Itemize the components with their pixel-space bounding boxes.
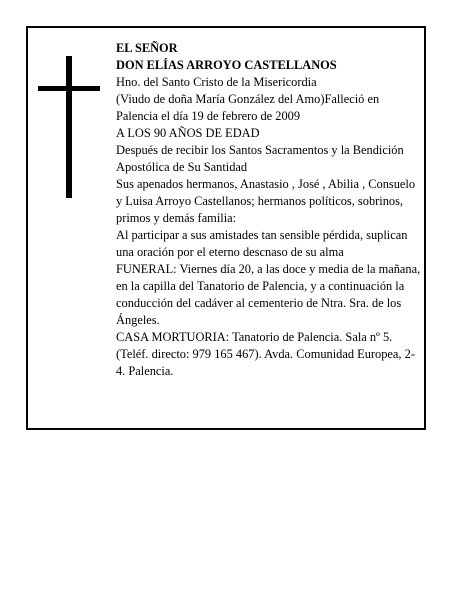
notice-title-line1: EL SEÑOR [116, 41, 178, 55]
notice-age: A LOS 90 AÑOS DE EDAD [116, 126, 260, 140]
obituary-notice [26, 26, 426, 430]
cross-icon-crossbar [38, 86, 100, 91]
notice-request: Al participar a sus amistades tan sensible pérdida, suplican una oración por el eterno descnaso de su alma [116, 228, 408, 259]
notice-brotherhood: Hno. del Santo Cristo de la Misericordia [116, 75, 317, 89]
notice-family: Sus apenados hermanos, Anastasio , José , Abilia , Consuelo y Luisa Arroyo Castellanos; hermanos políticos, sobrinos, primos y demás familia: [116, 177, 416, 225]
notice-death-info: (Viudo de doña María González del Amo)Falleció en Palencia el día 19 de febrero de 2009 [116, 92, 380, 123]
notice-sacraments: Después de recibir los Santos Sacramentos y la Bendición Apostólica de Su Santidad [116, 143, 404, 174]
notice-title-line2: DON ELÍAS ARROYO CASTELLANOS [116, 58, 337, 72]
notice-text [116, 40, 422, 380]
cross-icon [66, 56, 72, 198]
notice-mortuary: CASA MORTUORIA: Tanatorio de Palencia. Sala nº 5. (Teléf. directo: 979 165 467). Avda. Comunidad Europea, 2-4. Palencia. [116, 330, 415, 378]
notice-funeral: FUNERAL: Viernes día 20, a las doce y media de la mañana, en la capilla del Tanatorio de Palencia, y a continuación la conducción del cadáver al cementerio de Ntra. Sra. de los Ángeles. [116, 262, 421, 327]
